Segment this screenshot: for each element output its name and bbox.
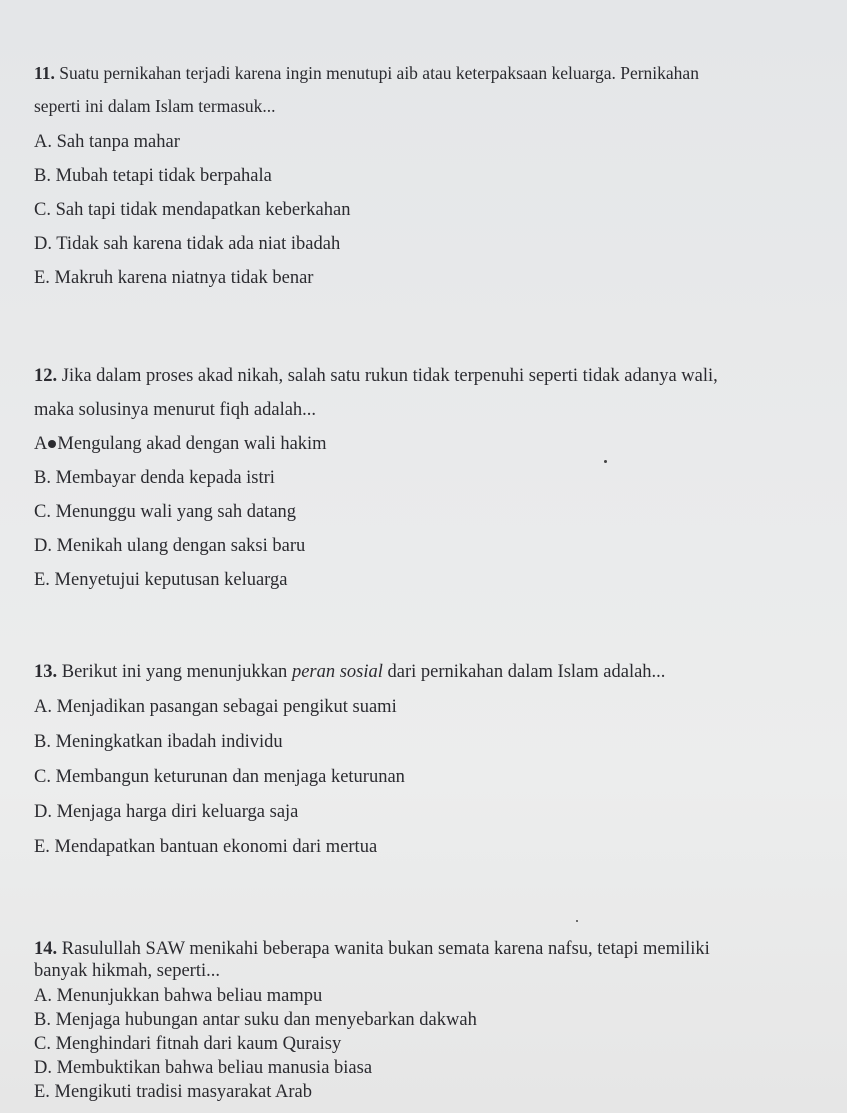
question-13-number: 13. [34, 662, 58, 682]
question-11-stem-line-1: 11. Suatu pernikahan terjadi karena ingin menutupi aib atau keterpaksaan keluarga. Pernikahan [34, 63, 699, 83]
question-13-option-e[interactable]: E. Mendapatkan bantuan ekonomi dari mertua [34, 837, 378, 857]
question-13-option-d[interactable]: D. Menjaga harga diri keluarga saja [34, 802, 299, 822]
question-12-option-b[interactable]: B. Membayar denda kepada istri [34, 468, 275, 488]
question-14-option-e[interactable]: E. Mengikuti tradisi masyarakat Arab [34, 1082, 312, 1102]
question-12-stem-line-1: 12. Jika dalam proses akad nikah, salah satu rukun tidak terpenuhi seperti tidak adanya wali, [34, 366, 718, 386]
question-12-option-a-letter: A [34, 434, 48, 454]
question-14-number: 14. [34, 939, 58, 959]
question-13-option-b[interactable]: B. Meningkatkan ibadah individu [34, 732, 283, 752]
question-14-option-b[interactable]: B. Menjaga hubungan antar suku dan menyebarkan dakwah [34, 1010, 477, 1030]
question-12-number: 12. [34, 366, 58, 386]
question-13-option-a[interactable]: A. Menjadikan pasangan sebagai pengikut suami [34, 697, 397, 717]
question-11-option-d[interactable]: D. Tidak sah karena tidak ada niat ibadah [34, 234, 341, 254]
question-12-option-a-text: Mengulang akad dengan wali hakim [57, 434, 327, 454]
question-14-stem-line-1: 14. Rasulullah SAW menikahi beberapa wanita bukan semata karena nafsu, tetapi memiliki [34, 939, 710, 959]
question-11-option-c[interactable]: C. Sah tapi tidak mendapatkan keberkahan [34, 200, 351, 220]
question-12-option-e[interactable]: E. Menyetujui keputusan keluarga [34, 570, 288, 590]
question-11-option-b[interactable]: B. Mubah tetapi tidak berpahala [34, 166, 272, 186]
question-13-stem: 13. Berikut ini yang menunjukkan peran sosial dari pernikahan dalam Islam adalah... [34, 662, 666, 682]
question-11-number: 11. [34, 63, 55, 83]
question-12-stem-line-2: maka solusinya menurut fiqh adalah... [34, 400, 317, 420]
selected-answer-mark-icon [48, 440, 56, 448]
question-11-option-a[interactable]: A. Sah tanpa mahar [34, 132, 180, 152]
question-14-option-a[interactable]: A. Menunjukkan bahwa beliau mampu [34, 986, 323, 1006]
stray-dot-icon [576, 920, 578, 922]
question-14-stem-line-2: banyak hikmah, seperti... [34, 961, 220, 981]
question-11-option-e[interactable]: E. Makruh karena niatnya tidak benar [34, 268, 314, 288]
question-14-option-d[interactable]: D. Membuktikan bahwa beliau manusia biasa [34, 1058, 373, 1078]
question-14-option-c[interactable]: C. Menghindari fitnah dari kaum Quraisy [34, 1034, 342, 1054]
stray-dot-icon [604, 460, 607, 463]
question-13-italic-term: peran sosial [291, 662, 383, 682]
question-13-option-c[interactable]: C. Membangun keturunan dan menjaga keturunan [34, 767, 405, 787]
question-12-option-a[interactable] [34, 435, 327, 454]
question-11-stem-line-2: seperti ini dalam Islam termasuk... [34, 96, 276, 116]
question-12-option-d[interactable]: D. Menikah ulang dengan saksi baru [34, 536, 306, 556]
question-12-option-c[interactable]: C. Menunggu wali yang sah datang [34, 502, 297, 522]
